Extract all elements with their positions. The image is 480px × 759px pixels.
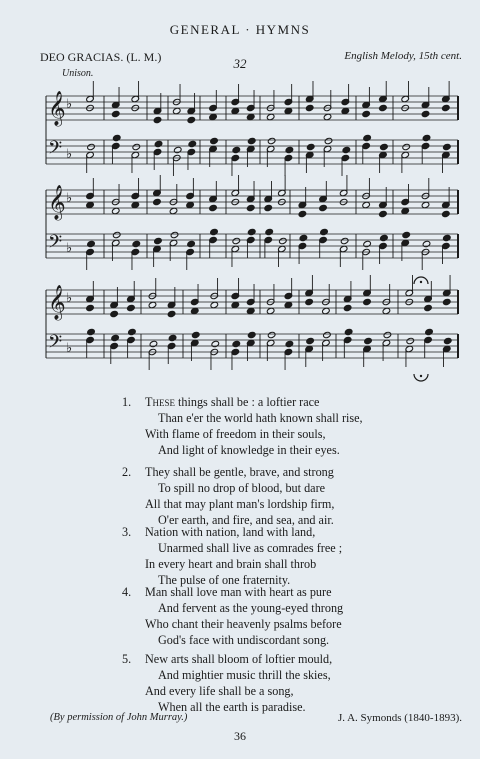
note-head [111,334,120,341]
note-head [148,301,157,308]
page-number: 36 [234,729,246,743]
note-head [279,237,288,244]
fermata-dot [420,375,422,377]
note-head [343,304,352,311]
note-head [382,307,391,314]
note-head [306,337,315,344]
note-head [306,143,315,150]
note-head [443,234,452,241]
verse-line: To spill no drop of blood, but dare [158,481,326,495]
note-head [231,301,240,308]
note-head [363,240,372,247]
note-head [231,107,240,114]
note-head [172,107,181,114]
note-head [209,113,218,120]
note-head [320,228,329,235]
flat-key-signature: ♭ [66,191,73,206]
flat-key-signature: ♭ [66,291,73,306]
note-head [425,328,434,335]
verse-line: And mightier music thrill the skies, [158,668,331,682]
flat-key-signature: ♭ [66,341,73,356]
note-head [442,210,451,217]
note-head [324,137,333,144]
note-head [285,340,294,347]
note-head [247,331,256,338]
note-head [284,301,293,308]
note-head [154,237,163,244]
note-head [209,204,218,211]
verse-line: When all the earth is paradise. [158,700,306,714]
note-head [191,331,200,338]
note-head [188,140,197,147]
note-head [149,340,158,347]
note-head [111,207,120,214]
note-head [401,207,410,214]
note-head [112,231,121,238]
verse-line: All that may plant man's lordship firm, [145,497,335,511]
verse-line: God's face with undiscordant song. [158,633,330,647]
verse-number: 2. [122,465,132,479]
note-head [421,201,430,208]
bass-clef: 𝄢 [48,232,63,257]
treble-clef: 𝄞 [48,285,66,320]
note-head [131,201,140,208]
note-head [442,104,451,111]
note-head [232,146,241,153]
treble-clef: 𝄞 [48,185,66,220]
note-head [264,204,273,211]
note-head [266,307,275,314]
verse-line: With flame of freedom in their souls, [145,427,326,441]
note-head [344,328,353,335]
note-head [442,298,451,305]
note-head [380,143,389,150]
flat-key-signature: ♭ [66,241,73,256]
treble-clef: 𝄞 [48,91,66,126]
verse-line: Nation with nation, land with land, [145,525,316,539]
note-head [246,307,255,314]
note-head [211,340,220,347]
note-head [340,237,349,244]
note-head [128,328,137,335]
note-head [232,340,241,347]
verse-line [145,394,319,410]
verse-line: And every life shall be a song, [145,684,294,698]
note-head [424,304,433,311]
note-head [402,231,411,238]
verse-line: Who chant their heavenly psalms before [145,617,342,631]
note-head [265,228,274,235]
note-head [132,240,141,247]
note-head [87,240,96,247]
note-head [247,228,256,235]
verse-line: And light of knowledge in their eyes. [158,443,340,457]
note-head [406,337,415,344]
note-head [168,334,177,341]
note-head [169,207,178,214]
note-head [111,110,120,117]
running-head: GENERAL · HYMNS [169,22,311,37]
note-head [210,228,219,235]
note-head [305,104,314,111]
note-head [342,146,351,153]
note-head [298,210,307,217]
bass-clef: 𝄢 [48,138,63,163]
author-credit: J. A. Symonds (1840-1893). [337,712,462,724]
bass-clef: 𝄢 [48,332,63,357]
note-head [380,234,389,241]
note-head [153,116,162,123]
note-head [127,304,136,311]
note-head [87,143,96,150]
verse-line: Than e'er the world hath known shall rise, [158,411,363,425]
note-head [267,137,276,144]
verse-first-word: These [145,395,175,409]
verse-line: New arts shall bloom of loftier mould, [145,652,333,666]
note-head [323,331,332,338]
note-head [305,298,314,305]
verse-number: 4. [122,585,132,599]
note-head [247,137,256,144]
note-head [232,237,241,244]
note-head [87,328,96,335]
note-head [364,337,373,344]
note-head [246,113,255,120]
note-head [267,331,276,338]
note-head [210,301,219,308]
note-head [170,231,179,238]
note-head [402,143,411,150]
note-head [86,201,95,208]
note-head [421,110,430,117]
note-head [341,107,350,114]
note-head [362,201,371,208]
note-head [422,240,431,247]
note-head [362,110,371,117]
verse-line: They shall be gentle, brave, and strong [145,465,334,479]
note-head [383,331,392,338]
note-head [167,310,176,317]
verse-line: Man shall love man with heart as pure [145,585,332,599]
flat-key-signature: ♭ [66,147,73,162]
note-head [246,204,255,211]
note-head [299,234,308,241]
note-head [443,337,452,344]
note-head [363,298,372,305]
hymn-number: 32 [233,56,247,71]
note-head [210,137,219,144]
note-head [363,134,372,141]
verse-line: The pulse of one fraternity. [158,573,291,587]
note-head [153,198,162,205]
flat-key-signature: ♭ [66,97,73,112]
tune-source: English Melody, 15th cent. [344,50,462,62]
note-head [285,146,294,153]
fermata-dot [420,281,422,283]
note-head [86,304,95,311]
verse-number: 1. [122,395,132,409]
note-head [110,310,119,317]
note-head [186,201,195,208]
verse-line: Unarmed shall live as comrades free ; [158,541,343,555]
verse-line: O'er earth, and fire, and sea, and air. [158,513,334,527]
note-head [323,113,332,120]
note-head [379,104,388,111]
note-head [322,307,331,314]
note-head [132,143,141,150]
verse-number: 5. [122,652,132,666]
note-head [112,134,121,141]
note-head [190,307,199,314]
verse-line: In every heart and brain shall throb [145,557,317,571]
performance-direction: Unison. [62,68,94,79]
note-head [422,134,431,141]
note-head [154,140,163,147]
note-head [443,143,452,150]
tune-title: DEO GRACIAS. [40,50,124,64]
note-head [187,116,196,123]
note-head [284,107,293,114]
permission-note: (By permission of John Murray.) [50,712,188,723]
tune-meter: (L. M.) [126,50,162,64]
verse-line-text: things shall be : a loftier race [174,395,320,409]
verse-number: 3. [122,525,132,539]
note-head [187,240,196,247]
verse-line: And fervent as the young-eyed throng [158,601,344,615]
note-head [379,210,388,217]
note-head [266,113,275,120]
note-head [319,204,328,211]
note-head [173,146,182,153]
